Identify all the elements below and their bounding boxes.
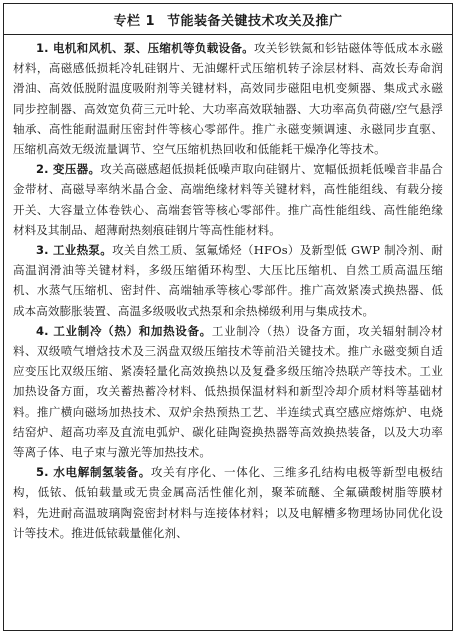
box-title-bar [4, 4, 452, 35]
section-body: 工业制冷（热）设备方面，攻关辐射制冷材料、双级喷气增焓技术及三涡盘双级压缩技术等前沿关键技术。推广永磁变频自适应变压比双级压缩、紧凑轻量化高效换热以及复叠多级压缩冷热联产等技术。工业加热设备方面，攻关蓄热蓄冷材料、低热损保温材料和新型冷却介质材料等基础材料。推广横向磁场加热技术、双炉余热预热工艺、半连续式真空感应熔炼炉、电烧结窑炉、超高功率及直流电弧炉、碳化硅陶瓷换热器等高效换热装备，以及大功率等离子体、电子束与激光等加热技术。 [13, 323, 443, 460]
section-refrigeration-heating [13, 321, 443, 462]
section-electric-motors [13, 38, 443, 159]
section-body: 攻关高磁感超低损耗低噪声取向硅钢片、宽幅低损耗低噪音非晶合金带材、高磁导率纳米晶合金、高端绝缘材料等关键材料，高性能组线、有载分接开关、大容量立体卷铁心、高端套管等核心零部件。推广高性能组线、高性能绝缘材料及其制品、超薄耐热刻痕硅钢片等高性能材料。 [13, 162, 443, 237]
section-heading: 5. 水电解制氢装备。 [36, 465, 151, 480]
section-heading: 2. 变压器。 [36, 162, 101, 177]
section-hydrogen-electrolysis [13, 462, 443, 543]
section-body: 攻关自然工质、氢氟烯烃（HFOs）及新型低 GWP 制冷剂、耐高温润滑油等关键材料，多级压缩循环构型、大压比压缩机、自然工质高温压缩机、水蒸气压缩机、密封件、高端轴承等核心零部件。推广高效紧凑式换热器、低成本高效膨胀装置、高温多级吸收式热泵和余热梯级利用与集成技术。 [13, 243, 444, 318]
section-body: 攻关有序化、一体化、三维多孔结构电极等新型电极结构，低铱、低铂载量或无贵金属高活性催化剂，聚苯硫醚、全氟磺酸树脂等膜材料，先进耐高温玻璃陶瓷密封材料与连接体材料；以及电解槽多物理场协同优化设计等技术。推进低铱载量催化剂、 [13, 465, 443, 540]
section-heading: 4. 工业制冷（热）和加热设备。 [36, 323, 212, 338]
feature-box [3, 3, 453, 631]
section-transformers [13, 159, 443, 240]
section-heat-pumps [13, 240, 443, 321]
box-content [4, 35, 452, 543]
box-label: 专栏 1 [113, 13, 156, 29]
box-title: 节能装备关键技术攻关及推广 [167, 13, 343, 29]
section-body: 攻关钐铁氮和钐钴磁体等低成本永磁材料，高磁感低损耗冷轧硅钢片、无油螺杆式压缩机转子涂层材料、高效长寿命润滑油、高效低脱附温度吸附剂等关键材料，高效同步磁阻电机变频器、集成式永磁同步控制器、高效宽负荷三元叶轮、大功率高效联轴器、大功率高负荷磁/空气悬浮轴承、高性能耐温耐压密封件等核心零部件。推广永磁变频调速、永磁同步直驱、压缩机高效无级流量调节、空气压缩机热回收和低能耗干燥净化等技术。 [13, 41, 443, 157]
section-heading: 3. 工业热泵。 [36, 243, 113, 258]
section-heading: 1. 电机和风机、泵、压缩机等负载设备。 [36, 41, 254, 55]
